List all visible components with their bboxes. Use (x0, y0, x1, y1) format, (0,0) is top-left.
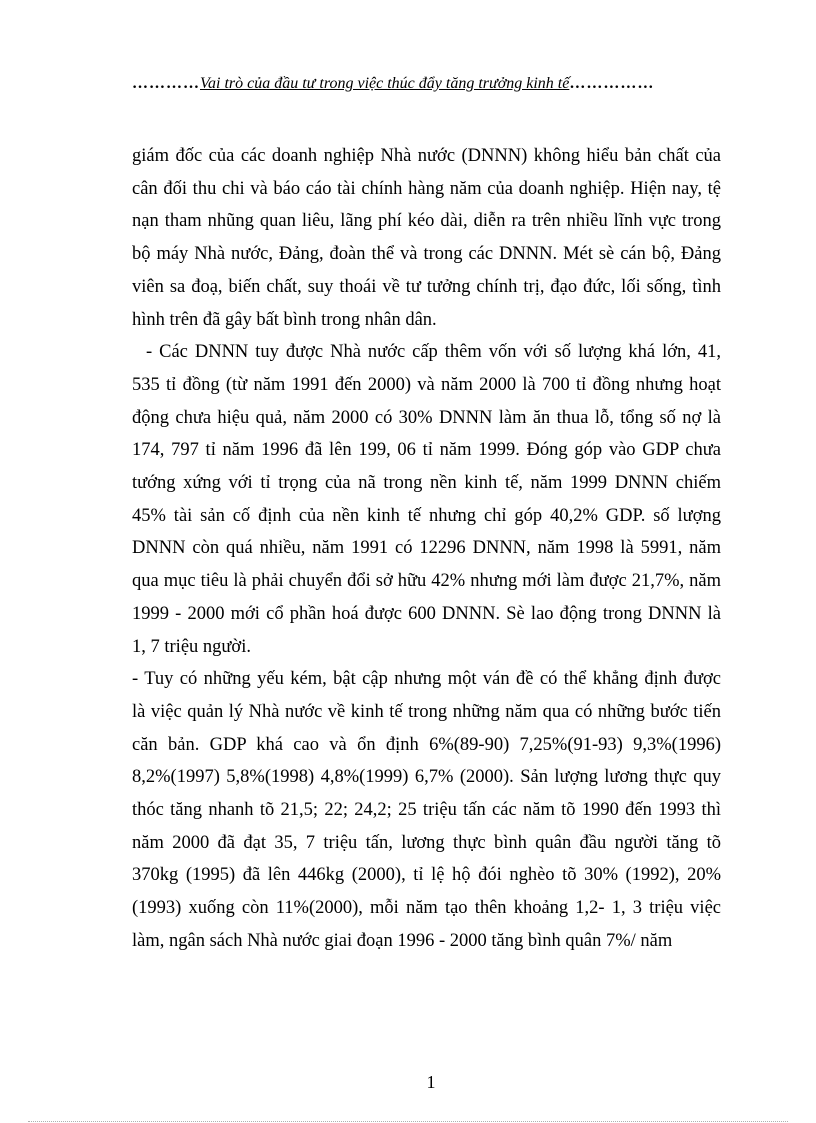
page-number: 1 (426, 1072, 436, 1092)
text-line: 1999 - 2000 mới cổ phần hoá được 600 DNNN. Sè lao động trong DNNN là (132, 603, 721, 624)
text-line: là việc quản lý Nhà nước về kinh tế trong những năm qua có những bước tiến (132, 701, 721, 722)
text-line: động chưa hiệu quả, năm 2000 có 30% DNNN làm ăn thua lỗ, tổng số nợ là (132, 407, 721, 428)
text-line: năm 2000 đã đạt 35, 7 triệu tấn, lương thực bình quân đầu người tăng tõ (132, 832, 721, 853)
text-line: qua mục tiêu là phải chuyển đổi sở hữu 42% nhưng mới làm được 21,7%, năm (132, 571, 721, 592)
body-text (132, 140, 721, 958)
text-line: căn bản. GDP khá cao và ổn định 6%(89-90) 7,25%(91-93) 9,3%(1996) (132, 734, 721, 755)
header-left-dots: ………… (132, 75, 200, 92)
text-line: 535 tỉ đồng (từ năm 1991 đến 2000) và năm 2000 là 700 tỉ đồng nhưng hoạt (132, 374, 721, 395)
text-line: viên sa đoạ, biến chất, suy thoái về tư tưởng chính trị, đạo đức, lối sống, tình (132, 276, 721, 297)
text-line: - Các DNNN tuy được Nhà nước cấp thêm vốn với số lượng khá lớn, 41, (146, 342, 721, 363)
text-line: hình trên đã gây bất bình trong nhân dân. (132, 309, 437, 330)
text-line: thóc tăng nhanh tõ 21,5; 22; 24,2; 25 triệu tấn các năm tõ 1990 đến 1993 thì (132, 800, 721, 821)
text-line: tướng xứng với tỉ trọng của nã trong nền kinh tế, năm 1999 DNNN chiếm (132, 473, 721, 494)
text-line: bộ máy Nhà nước, Đảng, đoàn thể và trong các DNNN. Mét sè cán bộ, Đảng (132, 244, 721, 265)
text-line: - Tuy có những yếu kém, bật cập nhưng một ván đề có thể khẳng định được (132, 669, 721, 690)
running-header (132, 72, 721, 100)
page-bottom-divider (28, 1121, 788, 1122)
header-right-dots: …………… (569, 75, 655, 92)
header-title: Vai trò của đầu tư trong việc thúc đẩy tăng trưởng kinh tế (200, 75, 570, 92)
text-line: cân đối thu chi và báo cáo tài chính hàng năm của doanh nghiệp. Hiện nay, tệ (132, 178, 721, 199)
text-line: 8,2%(1997) 5,8%(1998) 4,8%(1999) 6,7% (2000). Sản lượng lương thực quy (132, 767, 721, 788)
text-line: 1, 7 triệu người. (132, 636, 251, 657)
text-line: làm, ngân sách Nhà nước giai đoạn 1996 - 2000 tăng bình quân 7%/ năm (132, 930, 673, 951)
text-line: nạn tham nhũng quan liêu, lãng phí kéo dài, diễn ra trên nhiều lĩnh vực trong (132, 211, 721, 232)
text-line: 45% tài sản cố định của nền kinh tế nhưng chỉ góp 40,2% GDP. số lượng (132, 505, 721, 526)
text-line: DNNN còn quá nhiều, năm 1991 có 12296 DNNN, năm 1998 là 5991, năm (132, 538, 721, 559)
text-line: 370kg (1995) đã lên 446kg (2000), tỉ lệ hộ đói nghèo tõ 30% (1992), 20% (132, 865, 721, 886)
text-line: (1993) xuống còn 11%(2000), mỗi năm tạo thên khoảng 1,2- 1, 3 triệu việc (132, 898, 721, 919)
text-line: giám đốc của các doanh nghiệp Nhà nước (DNNN) không hiểu bản chất của (132, 146, 721, 166)
text-line: 174, 797 tỉ năm 1996 đã lên 199, 06 tỉ năm 1999. Đóng góp vào GDP chưa (132, 440, 721, 461)
